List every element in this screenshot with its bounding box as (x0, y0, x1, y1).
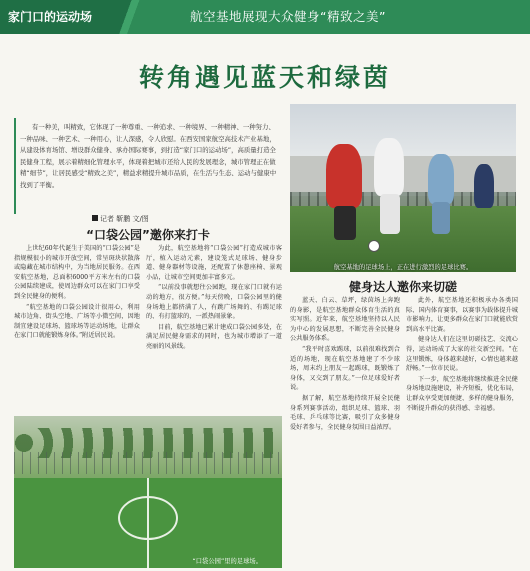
byline-text: 记者 靳鹏 文/图 (100, 215, 149, 223)
photo-fence (14, 452, 282, 474)
text-column-1 (14, 244, 140, 412)
player-white-shorts (380, 194, 400, 234)
text-column-3 (290, 296, 400, 568)
player-white-jersey (374, 138, 404, 196)
subheadline: 航空基地展现大众健身“精致之美” (190, 9, 386, 24)
football-match-photo (290, 104, 516, 272)
section-title-pocket-park: “口袋公园”邀你来打卡 (86, 228, 210, 242)
paragraph: “以前没事就想往公园跑，现在家门口就有运动的地方，很方便。”每天傍晚，口袋公园里的健身场地上都挤满了人，有跳广场舞的、有踢足球的、有打篮球的，一派热闹景象。 (146, 284, 282, 321)
text-column-4 (406, 296, 518, 568)
player-red-jersey (326, 144, 362, 208)
header-bar (0, 0, 530, 34)
byline (92, 214, 149, 224)
field-center-circle (118, 496, 178, 540)
header-decoration (108, 0, 148, 34)
lede-paragraph: 有一种美，叫精致，它体现了一种尊重、一种追求、一种境界、一种精神、一种努力、一种品味、一种艺术、一种用心，让人深感，令人欣慰。在西安国家航空高技术产业基地，从建设体育场馆、增设群众健身、承办国际赛事，到打造“家门口的运动场”，高质量打造全民健身工程，展示着精细化管理水平，体现着把城市还给人民的发展理念，城市管理正在做精“细节”，让居民感受“精致之美”，精益求精提升城市品质，在生活与生态、运动与健康中找到了平衡。 (14, 118, 282, 214)
player-red-shorts (334, 206, 356, 240)
text-column-2 (146, 244, 282, 412)
byline-marker-icon (92, 215, 98, 221)
photo-park-caption: “口袋公园”里的足球场。 (192, 558, 262, 565)
headline: 转角遇见蓝天和绿茵 (138, 63, 391, 92)
paragraph: 为此，航空基地将“口袋公园”打造成城市客厅，植入运动元素，建设笼式足球场、健身步道、健身器材等设施，还配置了休憩座椅、景观小品，让城市空间更加丰富多元。 (146, 245, 282, 281)
paragraph: 目前，航空基地已累计建成口袋公园多处，在满足居民健身需求的同时，也为城市增添了一道亮丽的风景线。 (146, 323, 282, 350)
paragraph: 下一步，航空基地将继续推进全民健身场地设施建设，补齐短板，优化布局，让群众享受更加便捷、多样的健身服务，不断提升群众的获得感、幸福感。 (406, 375, 518, 412)
photo-main-caption: 航空基地的足球场上，正在进行激烈的足球比赛。 (333, 264, 473, 271)
paragraph: 据了解，航空基地持续开展全民健身系列赛事活动，组织足球、篮球、羽毛球、乒乓球等比赛，吸引了众多健身爱好者参与，全民健身氛围日益浓厚。 (290, 394, 400, 431)
section-tag: 家门口的运动场 (0, 0, 108, 34)
paragraph: 此外，航空基地还积极承办各类国际、国内体育赛事，以赛事为载体提升城市影响力，让更多群众在家门口就能欣赏到高水平比赛。 (406, 297, 518, 333)
paragraph: 上世纪60年代诞生于美国的“口袋公园”是指规模很小的城市开放空间，常呈斑块状散落或隐藏在城市结构中，为当地居民服务。在西安航空基地，总面积6000平方米左右的口袋公园陆续建成，使周边群众可以在家门口享受到全民健身的便利。 (14, 245, 140, 300)
paragraph: “我平时喜欢踢球，以前很难找到合适的场地，现在航空基地建了不少球场，周末约上朋友一起踢球，既锻炼了身体，又交到了朋友。”一位足球爱好者说。 (290, 345, 400, 392)
player-blue-jersey (428, 154, 454, 204)
paragraph: 蓝天、白云、草坪，绿茵场上奔跑的身影，是航空基地群众体育生活的真实写照。近年来，航空基地坚持以人民为中心的发展思想，不断完善全民健身公共服务体系。 (290, 297, 400, 343)
player-background (474, 164, 494, 208)
player-blue-shorts (432, 202, 450, 234)
paragraph: “航空基地的口袋公园设计很用心，利用城市边角、街头空地、广场等小微空间，因地制宜建设足球场、篮球场等运动场地，让群众在家门口就能锻炼身体。”附近居民说。 (14, 303, 140, 340)
pocket-park-field-photo (14, 416, 282, 568)
paragraph: 健身达人们在这里切磋技艺、交流心得，运动场成了大家的社交新空间。“在这里锻炼，身体越来越好，心情也越来越舒畅。”一位市民说。 (406, 336, 518, 373)
football-icon (368, 240, 380, 252)
section-title-fitness: 健身达人邀你来切磋 (348, 280, 457, 294)
